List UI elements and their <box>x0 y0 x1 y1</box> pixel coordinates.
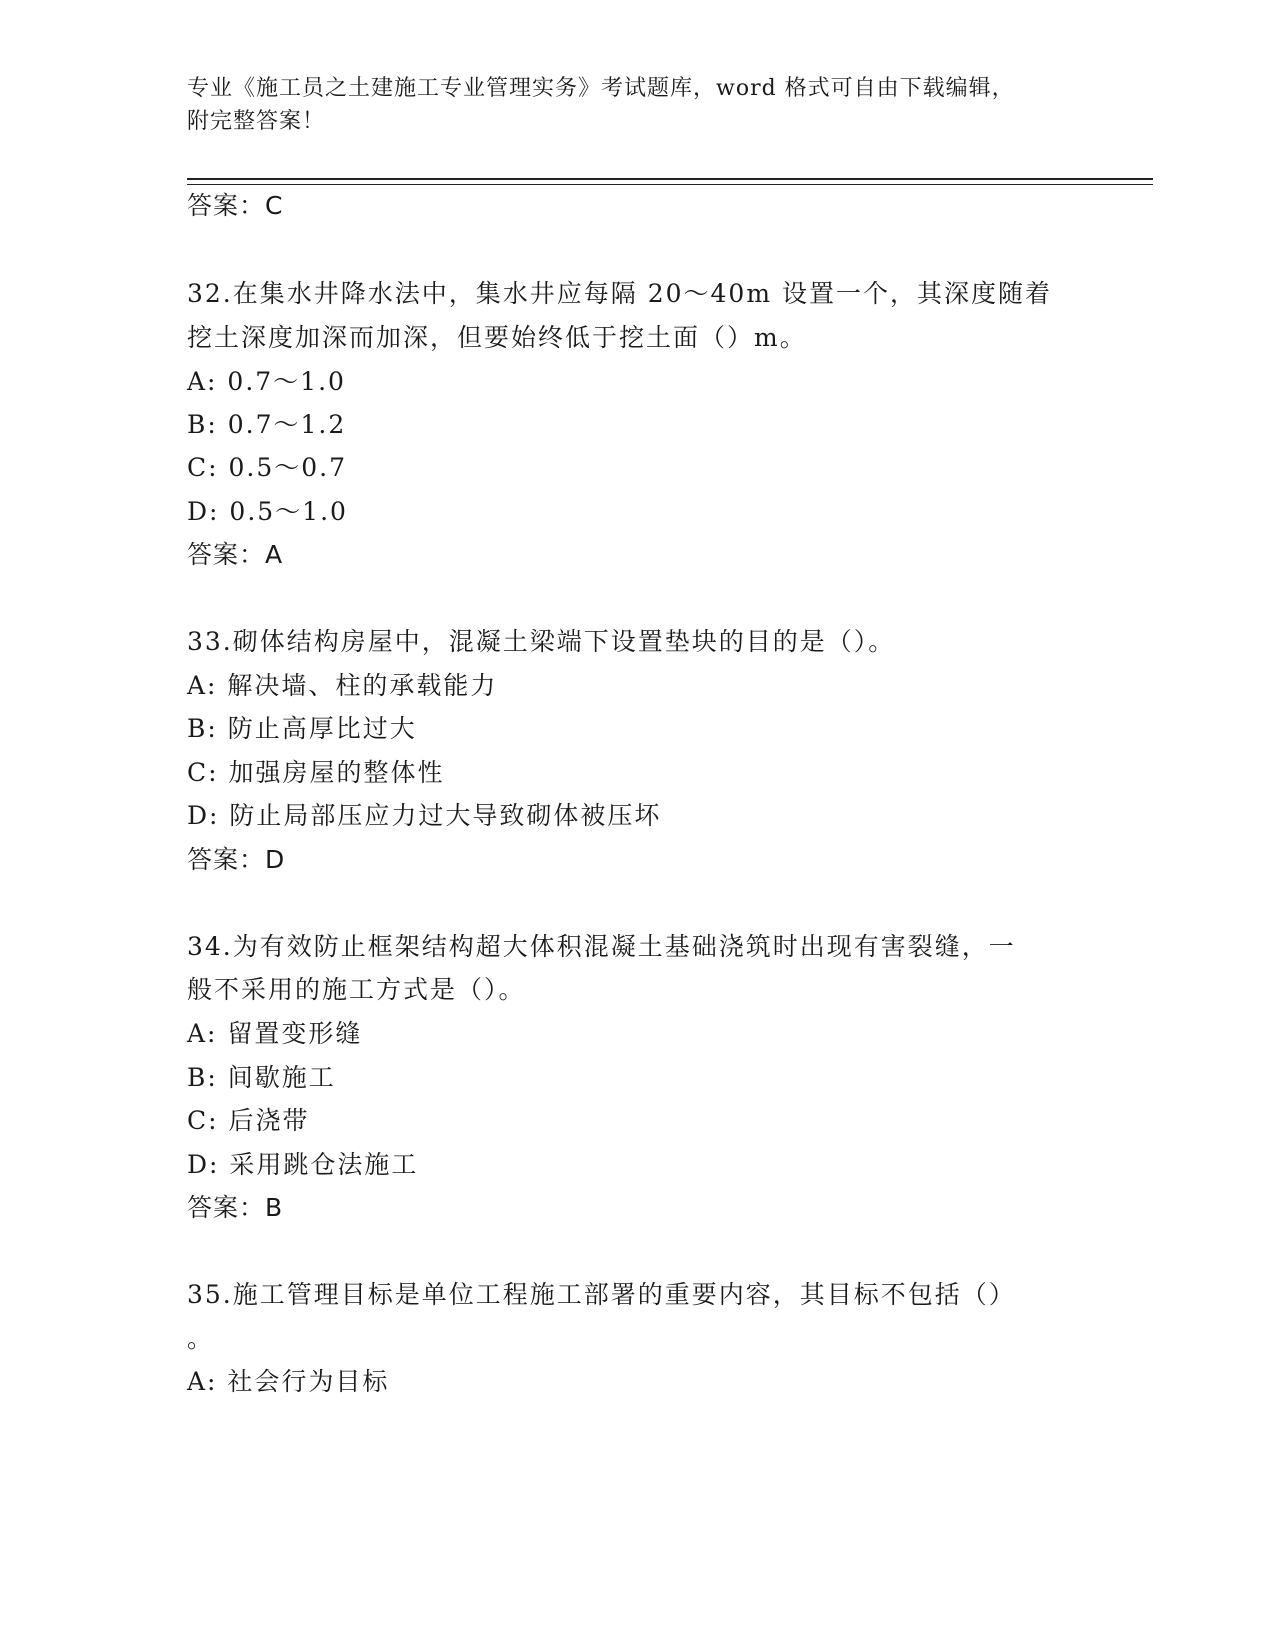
question-33-stem-line-1: 33.砌体结构房屋中，混凝土梁端下设置垫块的目的是（）。 <box>187 627 896 656</box>
question-32-stem-line-2: 挖土深度加深而加深，但要始终低于挖土面（）m。 <box>187 323 807 352</box>
question-33-answer: 答案：D <box>187 845 286 874</box>
question-32-option-a: A: 0.7～1.0 <box>187 367 346 396</box>
question-32-option-d: D: 0.5～1.0 <box>187 497 348 526</box>
question-34-stem-line-2: 般不采用的施工方式是（）。 <box>187 975 526 1004</box>
header-divider-thick <box>187 178 1153 180</box>
header-line-2: 附完整答案！ <box>187 109 326 134</box>
question-34-option-a: A: 留置变形缝 <box>187 1019 363 1048</box>
question-34-answer: 答案：B <box>187 1193 284 1222</box>
question-33-option-c: C: 加强房屋的整体性 <box>187 758 445 787</box>
question-34-stem-line-1: 34.为有效防止框架结构超大体积混凝土基础浇筑时出现有害裂缝，一 <box>187 932 1016 961</box>
question-35-stem-line-1: 35.施工管理目标是单位工程施工部署的重要内容，其目标不包括（） <box>187 1280 1016 1309</box>
header-divider-thin <box>187 184 1153 185</box>
question-33-option-b: B: 防止高厚比过大 <box>187 714 417 743</box>
question-32-option-c: C: 0.5～0.7 <box>187 453 348 482</box>
question-33-option-d: D: 防止局部压应力过大导致砌体被压坏 <box>187 801 662 830</box>
previous-answer: 答案：C <box>187 191 284 220</box>
question-35-stem-line-2: 。 <box>187 1324 215 1353</box>
question-35-option-a: A: 社会行为目标 <box>187 1367 390 1396</box>
question-34-option-b: B: 间歇施工 <box>187 1063 336 1092</box>
question-32-answer: 答案：A <box>187 540 284 569</box>
question-32-option-b: B: 0.7～1.2 <box>187 410 347 439</box>
document-header <box>187 72 1087 138</box>
question-34-option-c: C: 后浇带 <box>187 1106 310 1135</box>
question-32-stem-line-1: 32.在集水井降水法中，集水井应每隔 20～40m 设置一个，其深度随着 <box>187 279 1052 308</box>
question-33-option-a: A: 解决墙、柱的承载能力 <box>187 671 498 700</box>
question-34-option-d: D: 采用跳仓法施工 <box>187 1150 419 1179</box>
header-line-1: 专业《施工员之土建施工专业管理实务》考试题库，word 格式可自由下载编辑， <box>187 76 1015 101</box>
